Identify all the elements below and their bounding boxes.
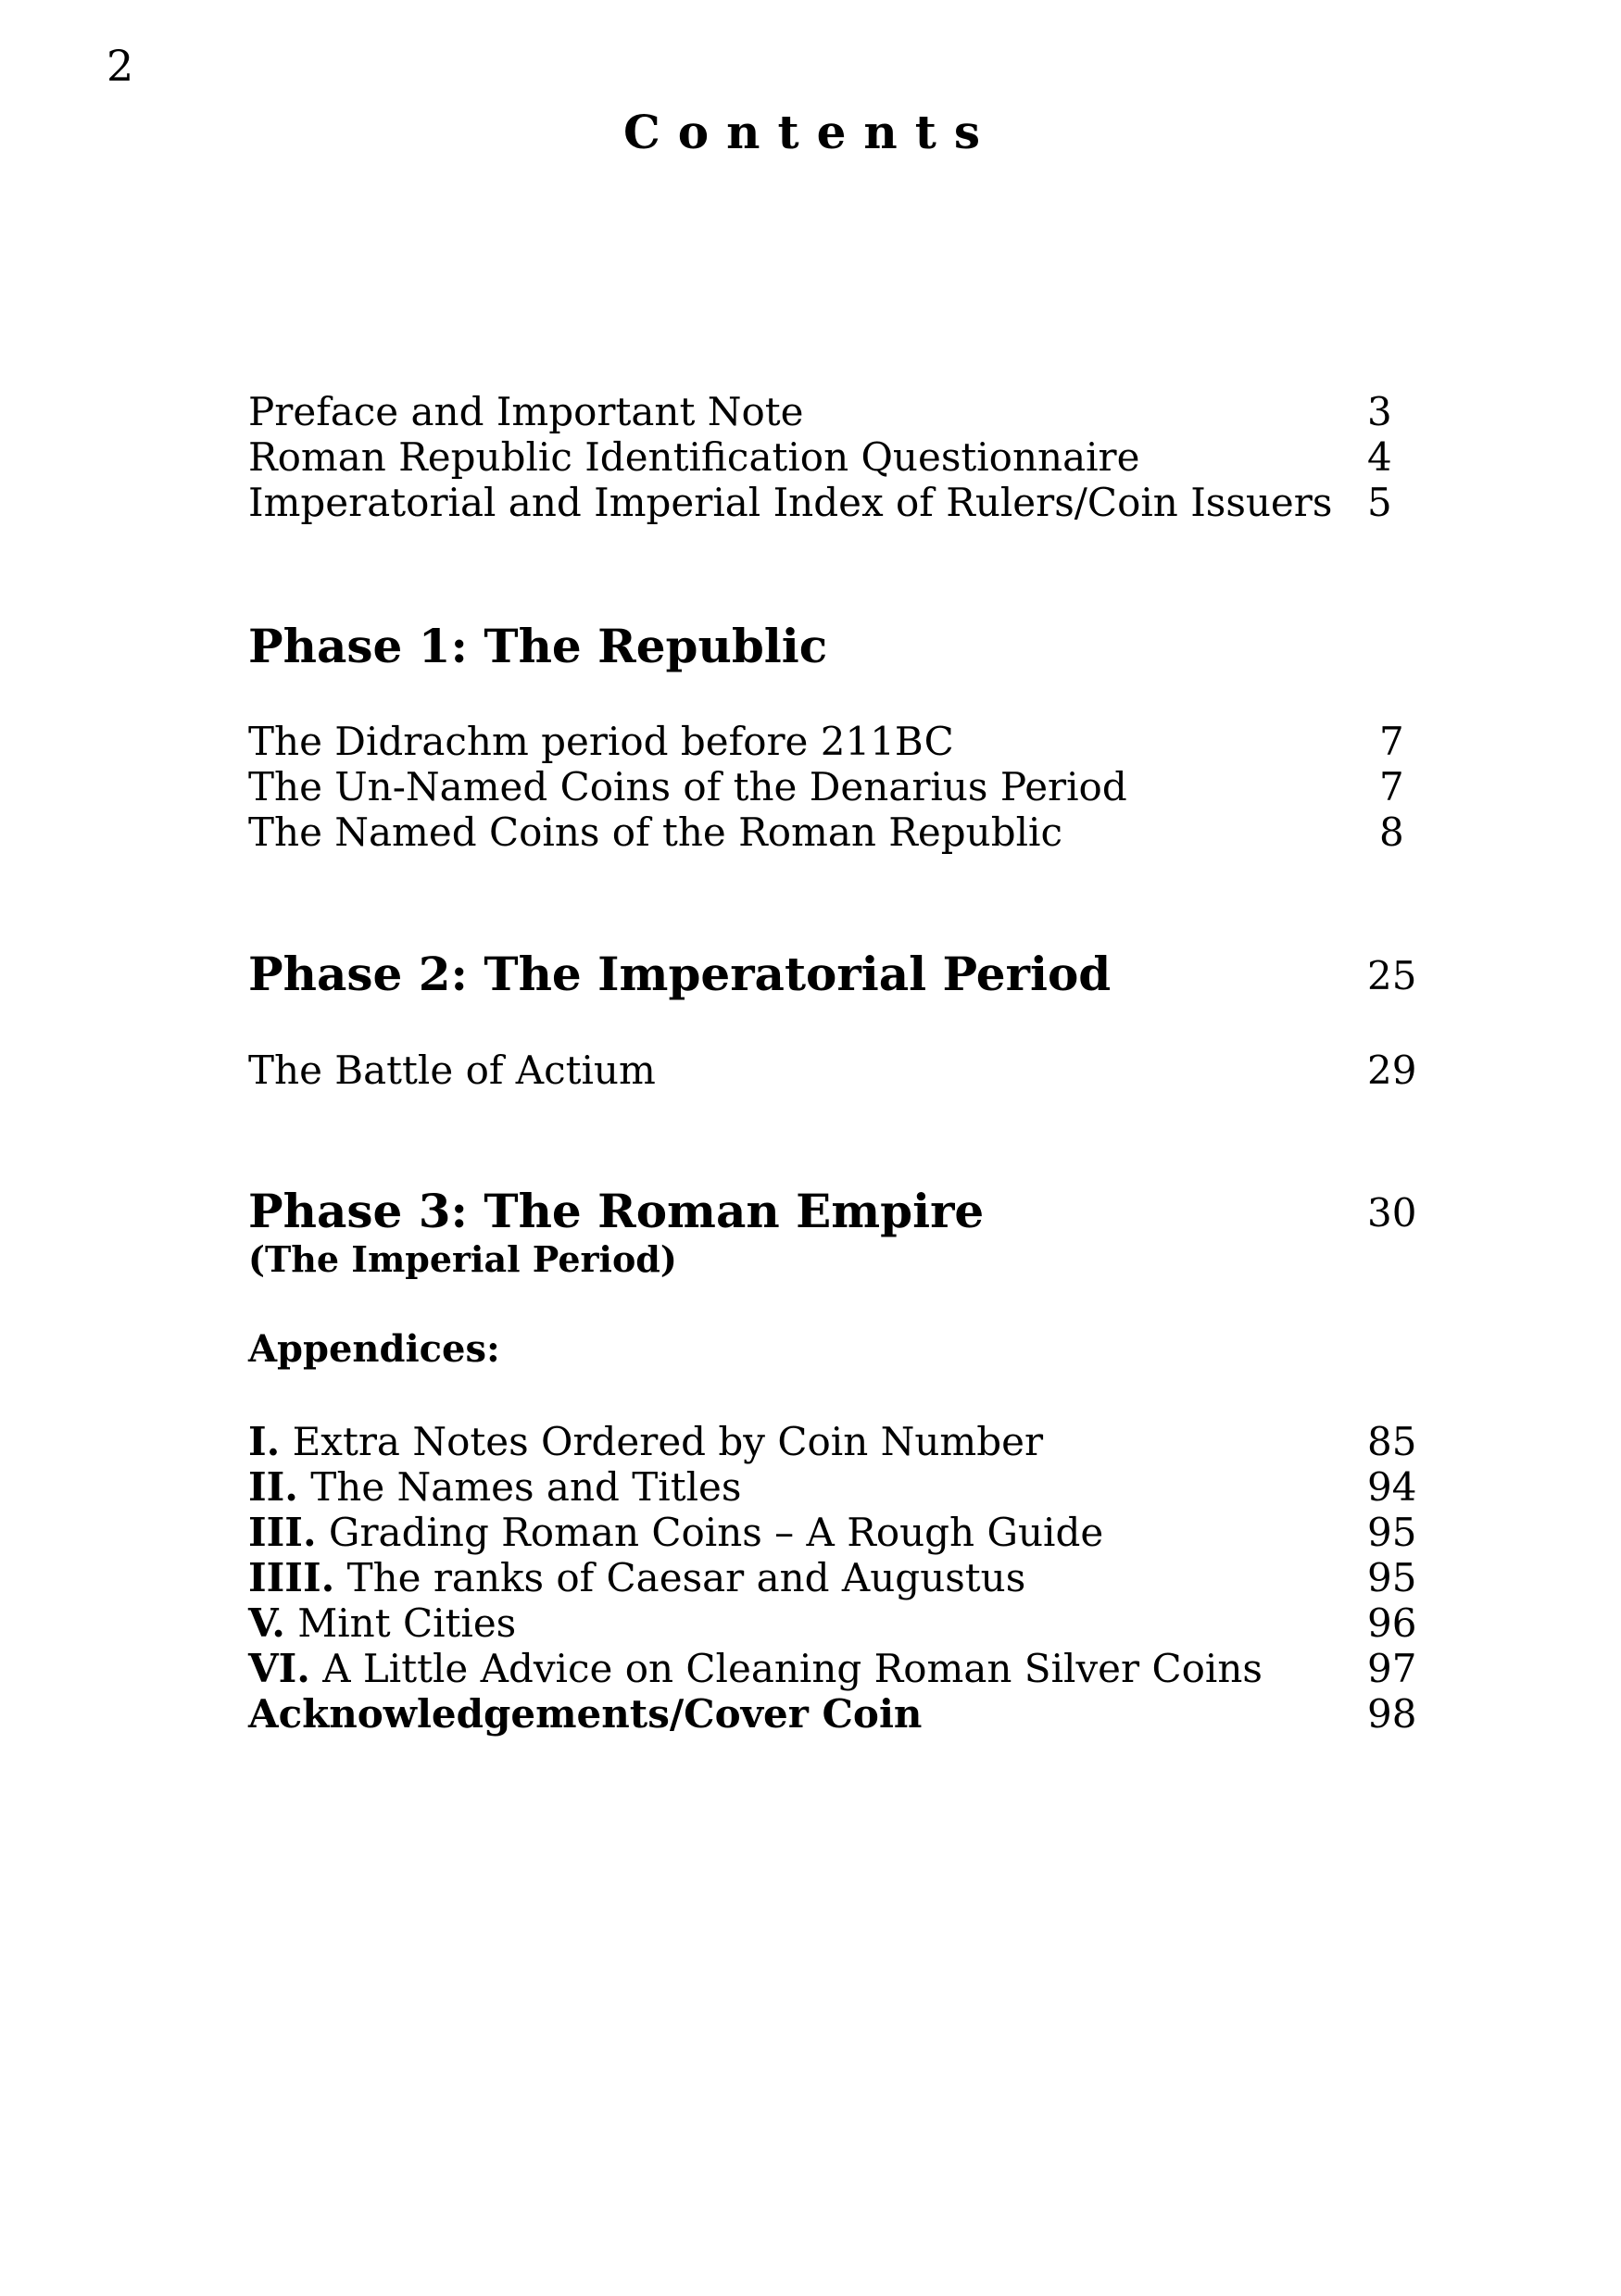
toc-entry-page: 8	[1379, 809, 1404, 855]
phase2-entries	[248, 1048, 1415, 1093]
toc-entry-label: The Named Coins of the Roman Republic	[248, 809, 1062, 855]
phase1-entries	[248, 719, 1415, 855]
toc-entry-page: 85	[1367, 1419, 1417, 1464]
toc-entry[interactable]	[248, 1646, 1415, 1691]
toc-entry-page: 96	[1367, 1600, 1417, 1646]
toc-entry-label: Grading Roman Coins – A Rough Guide	[316, 1510, 1104, 1555]
phase3-section	[248, 1184, 1415, 1280]
toc-entry-label: The Un-Named Coins of the Denarius Period	[248, 764, 1127, 809]
toc-entry-page: 95	[1367, 1555, 1417, 1600]
toc-entry[interactable]	[248, 809, 1415, 855]
toc-entry-label: Preface and Important Note	[248, 389, 804, 434]
page-title: Contents	[622, 105, 998, 159]
toc-entry[interactable]	[248, 1691, 1415, 1737]
toc-entry-label: The Names and Titles	[297, 1464, 742, 1510]
toc-entry[interactable]	[248, 1048, 1415, 1093]
section-heading[interactable]	[248, 619, 1415, 674]
section-subheading: (The Imperial Period)	[248, 1238, 677, 1280]
intro-section	[248, 389, 1415, 525]
toc-entry-page: 4	[1367, 434, 1392, 480]
section-heading[interactable]	[248, 1184, 1415, 1239]
section-heading-label: Phase 2: The Imperatorial Period	[248, 947, 1112, 1001]
toc-entry-page: 97	[1367, 1646, 1417, 1691]
toc-entry-page: 7	[1379, 719, 1404, 764]
section-heading-label: Phase 3: The Roman Empire	[248, 1184, 985, 1238]
appendix-numeral: V.	[248, 1600, 285, 1646]
page-number: 2	[107, 41, 134, 91]
section-heading-page: 30	[1367, 1190, 1417, 1236]
toc-entry-page: 98	[1367, 1691, 1417, 1737]
toc-entry[interactable]	[248, 1555, 1415, 1600]
appendix-numeral: II.	[248, 1464, 298, 1510]
phase2-section	[248, 947, 1415, 1002]
toc-entry[interactable]	[248, 1464, 1415, 1510]
toc-entry[interactable]	[248, 1419, 1415, 1464]
toc-entry-page: 29	[1367, 1048, 1417, 1093]
section-heading-page: 25	[1367, 953, 1417, 998]
appendix-numeral: IIII.	[248, 1555, 335, 1600]
toc-entry-page: 7	[1379, 764, 1404, 809]
appendix-numeral: VI.	[248, 1646, 310, 1691]
toc-entry-page: 94	[1367, 1464, 1417, 1510]
phase1-section	[248, 619, 1415, 674]
appendices-label: Appendices:	[248, 1327, 500, 1371]
toc-entry-page: 5	[1367, 480, 1392, 525]
toc-entry-label: The Battle of Actium	[248, 1048, 656, 1093]
appendices-label-block	[248, 1328, 1415, 1371]
toc-entry[interactable]	[248, 1600, 1415, 1646]
section-heading[interactable]	[248, 947, 1415, 1002]
toc-entry-label: Imperatorial and Imperial Index of Rulers/Coin Issuers	[248, 480, 1333, 525]
toc-entry[interactable]	[248, 389, 1415, 434]
toc-entry[interactable]	[248, 434, 1415, 480]
section-heading-label: Phase 1: The Republic	[248, 619, 828, 673]
appendix-numeral: III.	[248, 1510, 317, 1555]
appendices-entries	[248, 1419, 1415, 1737]
toc-entry-label: A Little Advice on Cleaning Roman Silver Coins	[309, 1646, 1263, 1691]
toc-entry-label: Mint Cities	[284, 1600, 517, 1646]
toc-entry-label: Acknowledgements/Cover Coin	[248, 1691, 923, 1737]
toc-entry[interactable]	[248, 764, 1415, 809]
toc-entry[interactable]	[248, 1510, 1415, 1555]
toc-entry-label: The ranks of Caesar and Augustus	[334, 1555, 1026, 1600]
toc-entry-page: 3	[1367, 389, 1392, 434]
toc-entry-page: 95	[1367, 1510, 1417, 1555]
toc-entry-label: The Didrachm period before 211BC	[248, 719, 954, 764]
appendix-numeral: I.	[248, 1419, 281, 1464]
toc-entry[interactable]	[248, 480, 1415, 525]
toc-entry-label: Extra Notes Ordered by Coin Number	[280, 1419, 1044, 1464]
toc-entry-label: Roman Republic Identification Questionnaire	[248, 434, 1140, 480]
toc-entry[interactable]	[248, 719, 1415, 764]
